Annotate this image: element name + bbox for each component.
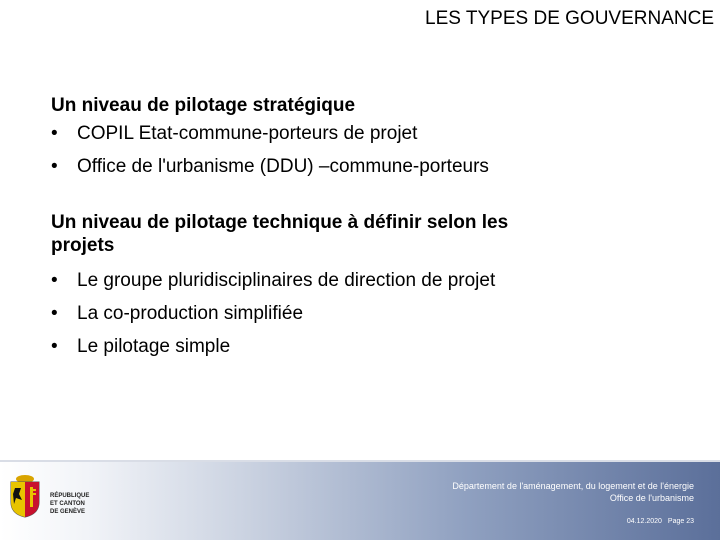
list-item-text: La co-production simplifiée [77,303,304,324]
section-heading-technical [51,211,508,257]
slide-title: LES TYPES DE GOUVERNANCE [425,8,714,29]
section-heading-line: Un niveau de pilotage technique à définir selon les [51,212,509,233]
bullet-icon: • [51,303,58,324]
bullet-icon: • [51,123,58,144]
list-item-text: Le groupe pluridisciplinaires de direction de projet [77,270,496,291]
logo-text-line: ET CANTON [50,501,85,507]
list-item [51,117,489,150]
section-heading-line: projets [51,235,115,256]
list-item [51,150,489,183]
logo-text [50,492,89,516]
footer-page-number: Page 23 [667,518,694,525]
list-item [51,297,495,330]
footer-date: 04.12.2020 [626,518,662,525]
bullet-icon: • [51,336,58,357]
section-heading-strategic: Un niveau de pilotage stratégique [51,95,356,116]
footer-office: Office de l'urbanisme [609,493,694,503]
geneva-coat-of-arms-icon [8,474,88,530]
footer-meta [627,518,694,525]
technical-bullet-list [51,264,495,363]
list-item-text: Office de l'urbanisme (DDU) –commune-porteurs [77,156,489,177]
footer-bar [0,460,720,540]
logo-text-line: RÉPUBLIQUE [50,493,90,499]
bullet-icon: • [51,156,58,177]
bullet-icon: • [51,270,58,291]
list-item [51,330,495,363]
list-item-text: COPIL Etat-commune-porteurs de projet [77,123,418,144]
footer-department: Département de l'aménagement, du logement et de l'énergie [452,481,694,491]
list-item [51,264,495,297]
coat-of-arms-svg [8,474,42,518]
logo-text-line: DE GENÈVE [50,509,86,515]
strategic-bullet-list [51,117,489,183]
list-item-text: Le pilotage simple [77,336,231,357]
